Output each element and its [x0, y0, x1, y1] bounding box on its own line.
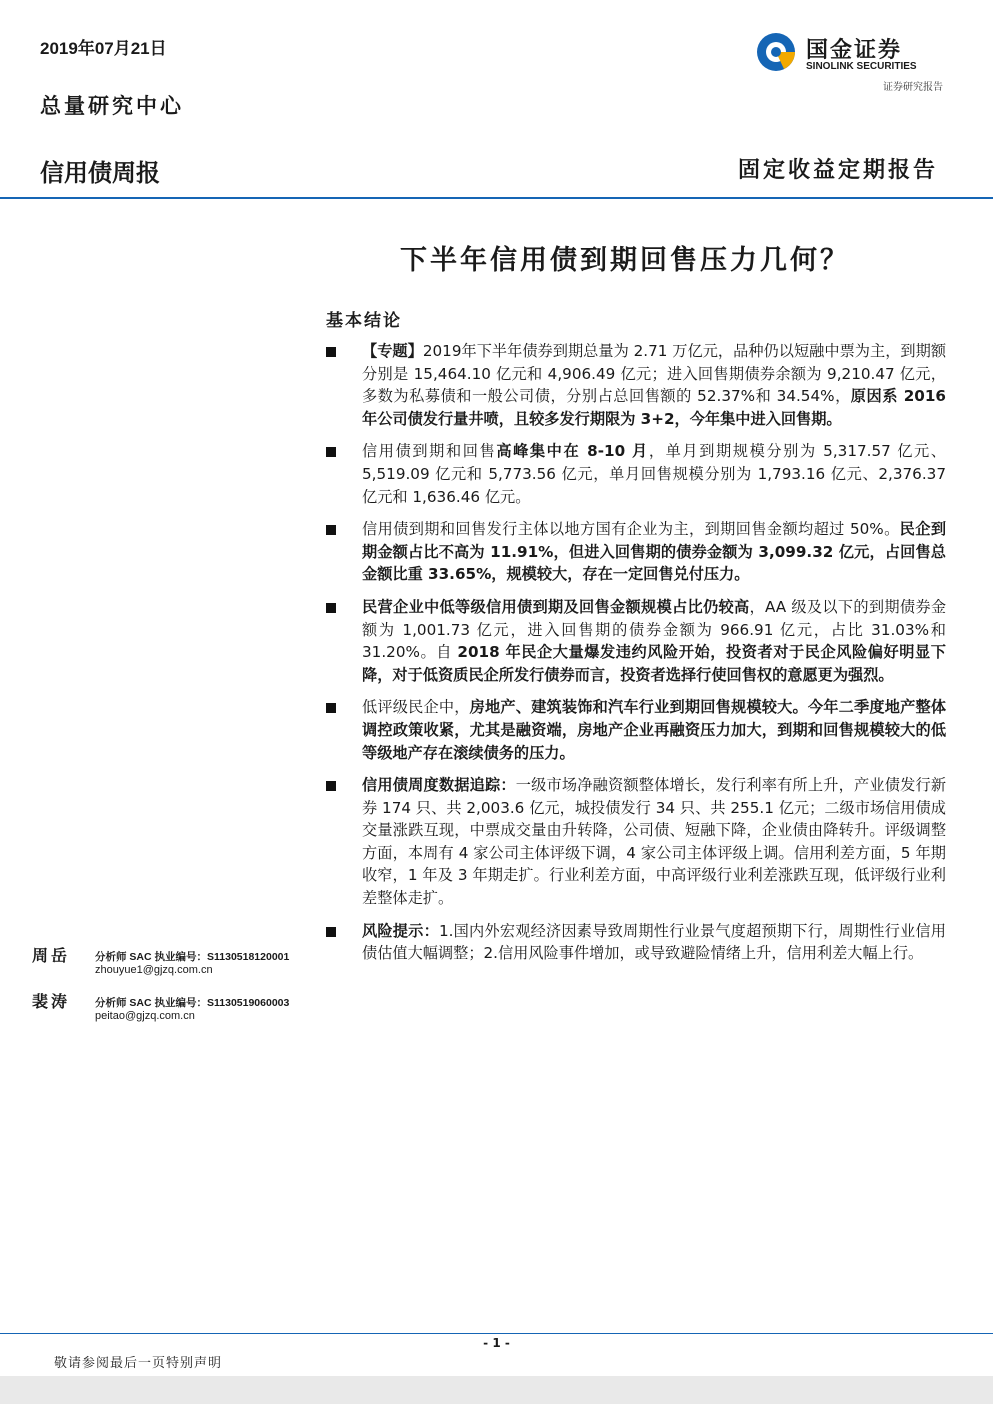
- bullet-bold-text: 民营企业中低等级信用债到期及回售金额规模占比仍较高: [362, 597, 750, 616]
- bullet-bold-text: 2018 年民企大量爆发违约风险开始，投资者对于民企风险偏好明显下降，对于低资质民企所发行债券而言，投资者选择行使回售权的意愿更为强烈。: [362, 643, 946, 684]
- bullet-item: [326, 596, 946, 686]
- bullet-text: ，单月到期规模分别为 5,317.57 亿元、5,519.09 亿元和 5,773.56 亿元，单月回售规模分别为 1,793.16 亿元、2,376.37 亿元和 1,636.46 亿元。: [362, 442, 946, 506]
- bullet-item: [326, 696, 946, 764]
- bullet-text: 1.国内外宏观经济因素导致周期性行业景气度超预期下行，周期性行业信用债估值大幅调整；2.信用风险事件增加，或导致避险情绪上升，信用利差大幅上行。: [362, 921, 946, 963]
- bullet-bold-text: 高峰集中在 8-10 月: [496, 442, 649, 461]
- bullet-bold-text: 民企到期金额占比不高为 11.91%，但进入回售期的债券金额为 3,099.32 亿元，占回售总金额比重 33.65%，规模较大，存在一定回售兑付压力。: [362, 520, 947, 584]
- bullet-text: 信用债到期和回售发行主体以地方国有企业为主，到期回售金额均超过 50%。: [362, 520, 900, 539]
- footer-disclaimer: 敬请参阅最后一页特别声明: [54, 1356, 223, 1371]
- page-number: - 1 -: [483, 1336, 510, 1350]
- analyst-card: [32, 989, 312, 1025]
- bullet-text: 一级市场净融资额整体增长，发行利率有所上升，产业债发行新券 174 只、共 2,003.6 亿元，城投债发行 34 只、共 255.1 亿元；二级市场信用债成交量涨跌互现，中票成交量由升转降，公司债、短融下降，企业债由降转升。评级调整方面，本周有 4 家公司主体评级下调，4 家公司主体评级上调。信用利差方面，5 年期收窄，1 年及 3 年期走扩。行业利差方面，中高评级行业利差涨跌互现，低评级行业利差整体走扩。: [362, 776, 947, 908]
- bullet-text: 信用债到期和回售: [362, 442, 497, 461]
- analyst-email[interactable]: zhouyue1@gjzq.com.cn: [95, 964, 213, 976]
- bullet-item: [326, 920, 946, 965]
- bullet-text: ，AA 级及以下的到期债券金额为 1,001.73 亿元，进入回售期的债券金额为 966.91 亿元，占比 31.03%和 31.20%。自: [362, 597, 947, 662]
- conclusion-list: [326, 340, 946, 975]
- logo-chinese-text: 国金证券: [806, 38, 903, 63]
- bullet-text: 低评级民企中，: [362, 698, 470, 717]
- bullet-item: [326, 774, 946, 910]
- research-center-name: 总量研究中心: [40, 93, 184, 118]
- analyst-cert: 分析师 SAC 执业编号：S1130518120001: [95, 951, 290, 963]
- bullet-item: [326, 440, 946, 508]
- bullet-bold-text: 原因系 2016 年公司债发行量井喷，且较多发行期限为 3+2，今年集中进入回售期。: [362, 387, 946, 428]
- bottom-band: [0, 1376, 993, 1404]
- logo-english-text: SINOLINK SECURITIES: [806, 61, 917, 72]
- report-date: 2019年07月21日: [40, 39, 167, 58]
- bullet-bold-text: 风险提示：: [362, 921, 439, 940]
- header-divider: [0, 197, 993, 199]
- analyst-cert: 分析师 SAC 执业编号：S1130519060003: [95, 997, 290, 1009]
- bullet-text: 2019年下半年债券到期总量为 2.71 万亿元，品种仍以短融中票为主，到期额分别是 15,464.10 亿元和 4,906.49 亿元；进入回售期债券余额为 9,210.47 亿元，多数为私募债和一般公司债，分别占总回售额的 52.37%和 34.54%，: [362, 342, 947, 406]
- bullet-item: [326, 340, 946, 430]
- bullet-square-icon: [326, 525, 336, 535]
- logo-subtitle: 证券研究报告: [883, 82, 943, 93]
- bullet-bold-text: 【专题】: [362, 342, 423, 360]
- company-logo: [756, 32, 946, 78]
- bullet-square-icon: [326, 781, 336, 791]
- analyst-name: 裴涛: [32, 992, 71, 1011]
- bullet-square-icon: [326, 447, 336, 457]
- bullet-square-icon: [326, 347, 336, 357]
- bullet-bold-text: 信用债周度数据追踪：: [362, 776, 516, 795]
- analyst-card: [32, 943, 312, 979]
- report-series-name: 信用债周报: [40, 159, 160, 187]
- footer-divider: [0, 1333, 993, 1334]
- bullet-item: [326, 518, 946, 586]
- report-type: 固定收益定期报告: [737, 157, 938, 183]
- bullet-square-icon: [326, 927, 336, 937]
- logo-mark-icon: [756, 32, 796, 72]
- analyst-email[interactable]: peitao@gjzq.com.cn: [95, 1010, 195, 1022]
- bullet-bold-text: 房地产、建筑装饰和汽车行业到期回售规模较大。今年二季度地产整体调控政策收紧，尤其是融资端，房地产企业再融资压力加大，到期和回售规模较大的低等级地产存在滚续债务的压力。: [362, 698, 947, 762]
- bullet-square-icon: [326, 703, 336, 713]
- analyst-name: 周岳: [32, 946, 71, 965]
- section-title: 基本结论: [326, 311, 402, 331]
- bullet-square-icon: [326, 603, 336, 613]
- report-title: 下半年信用债到期回售压力几何？: [400, 245, 850, 276]
